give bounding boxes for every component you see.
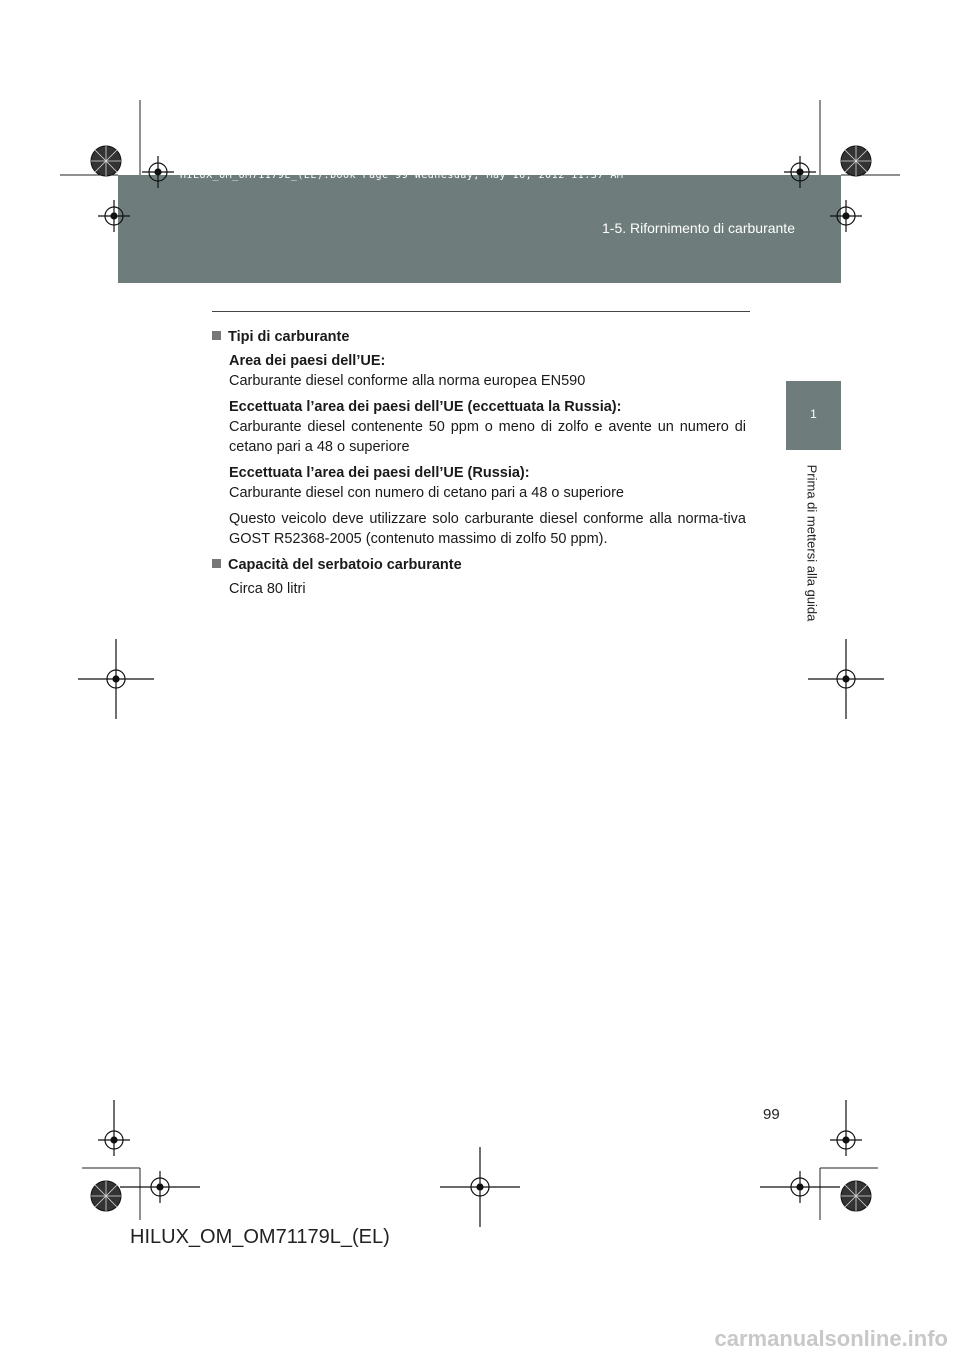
- chapter-label: Prima di mettersi alla guida: [804, 464, 820, 622]
- block-text: Questo veicolo deve utilizzare solo carburante diesel conforme alla norma-tiva GOST R52368-2005 (contenuto massimo di zolfo 50 ppm).: [229, 511, 746, 547]
- page-number: 99: [763, 1106, 780, 1123]
- section-title: 1-5. Rifornimento di carburante: [602, 220, 795, 236]
- block-text: Carburante diesel con numero di cetano pari a 48 o superiore: [229, 485, 624, 501]
- block-subtitle: Eccettuata l’area dei paesi dell’UE (eccettuata la Russia):: [229, 399, 622, 415]
- block-text: Carburante diesel conforme alla norma europea EN590: [229, 373, 586, 389]
- block-subtitle: Eccettuata l’area dei paesi dell’UE (Russia):: [229, 465, 530, 481]
- book-stamp: HILUX_OM_OM71179L_(EL).book Page 99 Wednesday, May 16, 2012 11:37 AM: [180, 170, 624, 181]
- chapter-number: 1: [810, 407, 817, 421]
- section-heading: Capacità del serbatoio carburante: [212, 555, 746, 575]
- watermark: carmanualsonline.info: [714, 1326, 948, 1351]
- block-text: Circa 80 litri: [229, 581, 306, 597]
- section-heading: Tipi di carburante: [212, 327, 746, 347]
- block-subtitle: Area dei paesi dell’UE:: [229, 353, 386, 369]
- document-code: HILUX_OM_OM71179L_(EL): [130, 1226, 390, 1248]
- block-text: Carburante diesel contenente 50 ppm o meno di zolfo e avente un numero di cetano pari a 48 o superiore: [229, 419, 746, 455]
